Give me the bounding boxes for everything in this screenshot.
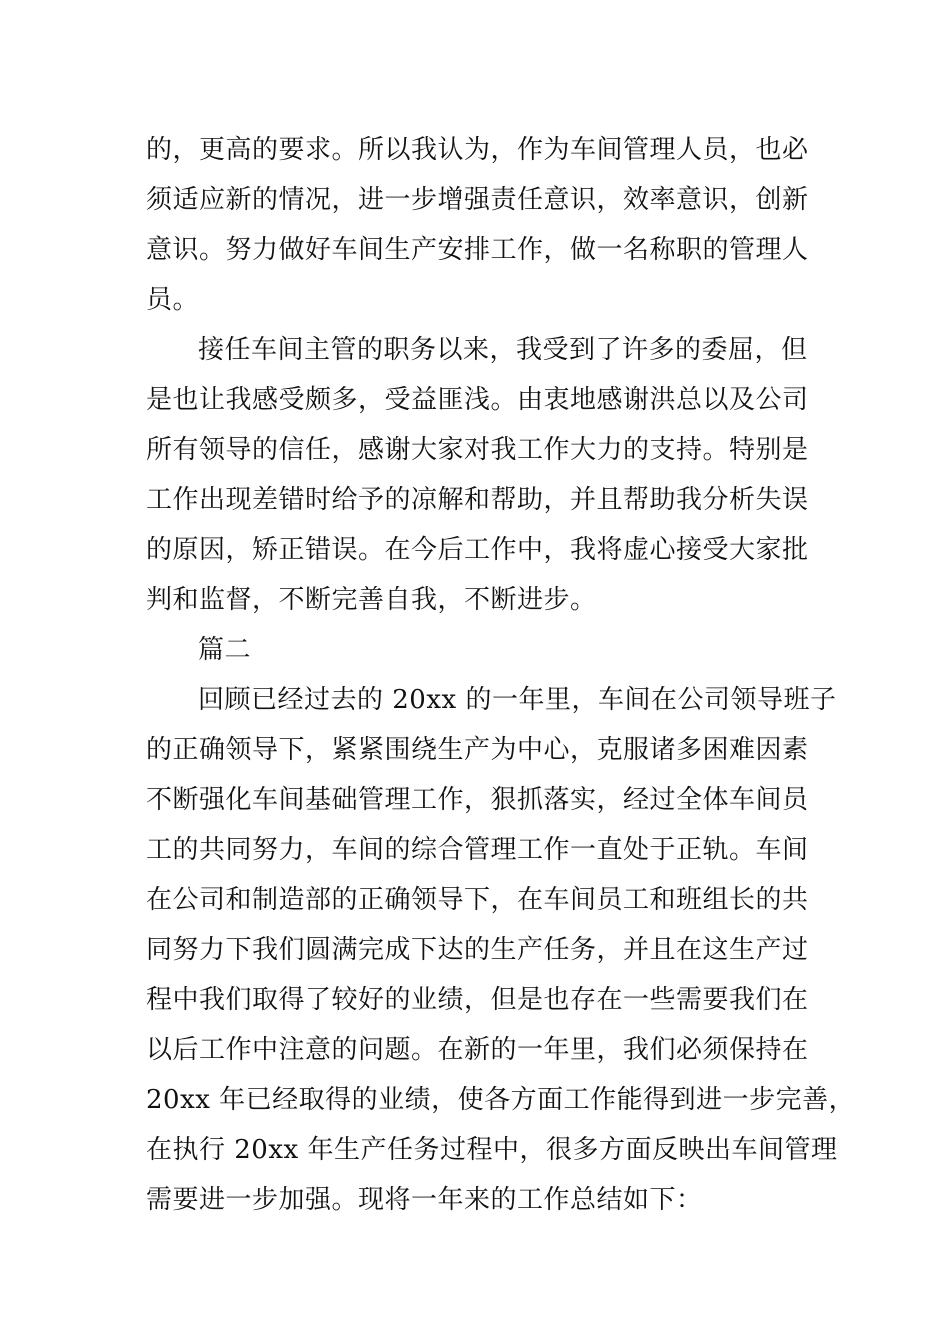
text-line: 需要进一步加强。现将一年来的工作总结如下： [146, 1185, 703, 1215]
text-line: 回顾已经过去的 20xx 的一年里，车间在公司领导班子 [198, 685, 837, 715]
text-line: 所有领导的信任，感谢大家对我工作大力的支持。特别是 [146, 435, 809, 465]
text-line: 同努力下我们圆满完成下达的生产任务，并且在这生产过 [146, 935, 809, 965]
text-line: 工作出现差错时给予的凉解和帮助，并且帮助我分析失误 [146, 485, 809, 515]
text-line: 的原因，矫正错误。在今后工作中，我将虚心接受大家批 [146, 535, 809, 565]
section-heading: 篇二 [198, 635, 252, 665]
text-line: 以后工作中注意的问题。在新的一年里，我们必须保持在 [146, 1035, 809, 1065]
text-line: 工的共同努力，车间的综合管理工作一直处于正轨。车间 [146, 835, 809, 865]
text-line: 是也让我感受颇多，受益匪浅。由衷地感谢洪总以及公司 [146, 385, 809, 415]
text-line: 员。 [146, 285, 200, 315]
text-line: 程中我们取得了较好的业绩，但是也存在一些需要我们在 [146, 985, 809, 1015]
text-line: 在执行 20xx 年生产任务过程中，很多方面反映出车间管理 [146, 1135, 838, 1165]
text-line: 20xx 年已经取得的业绩，使各方面工作能得到进一步完善， [146, 1085, 856, 1115]
text-line: 在公司和制造部的正确领导下，在车间员工和班组长的共 [146, 885, 809, 915]
text-line: 判和监督，不断完善自我，不断进步。 [146, 585, 597, 615]
text-line: 的正确领导下，紧紧围绕生产为中心，克服诸多困难因素 [146, 735, 809, 765]
text-line: 意识。努力做好车间生产安排工作，做一名称职的管理人 [146, 235, 809, 265]
text-line: 不断强化车间基础管理工作，狠抓落实，经过全体车间员 [146, 785, 809, 815]
text-line: 的，更高的要求。所以我认为，作为车间管理人员，也必 [146, 135, 809, 165]
text-line: 接任车间主管的职务以来，我受到了许多的委屈，但 [198, 335, 808, 365]
text-line: 须适应新的情况，进一步增强责任意识，效率意识，创新 [146, 185, 809, 215]
